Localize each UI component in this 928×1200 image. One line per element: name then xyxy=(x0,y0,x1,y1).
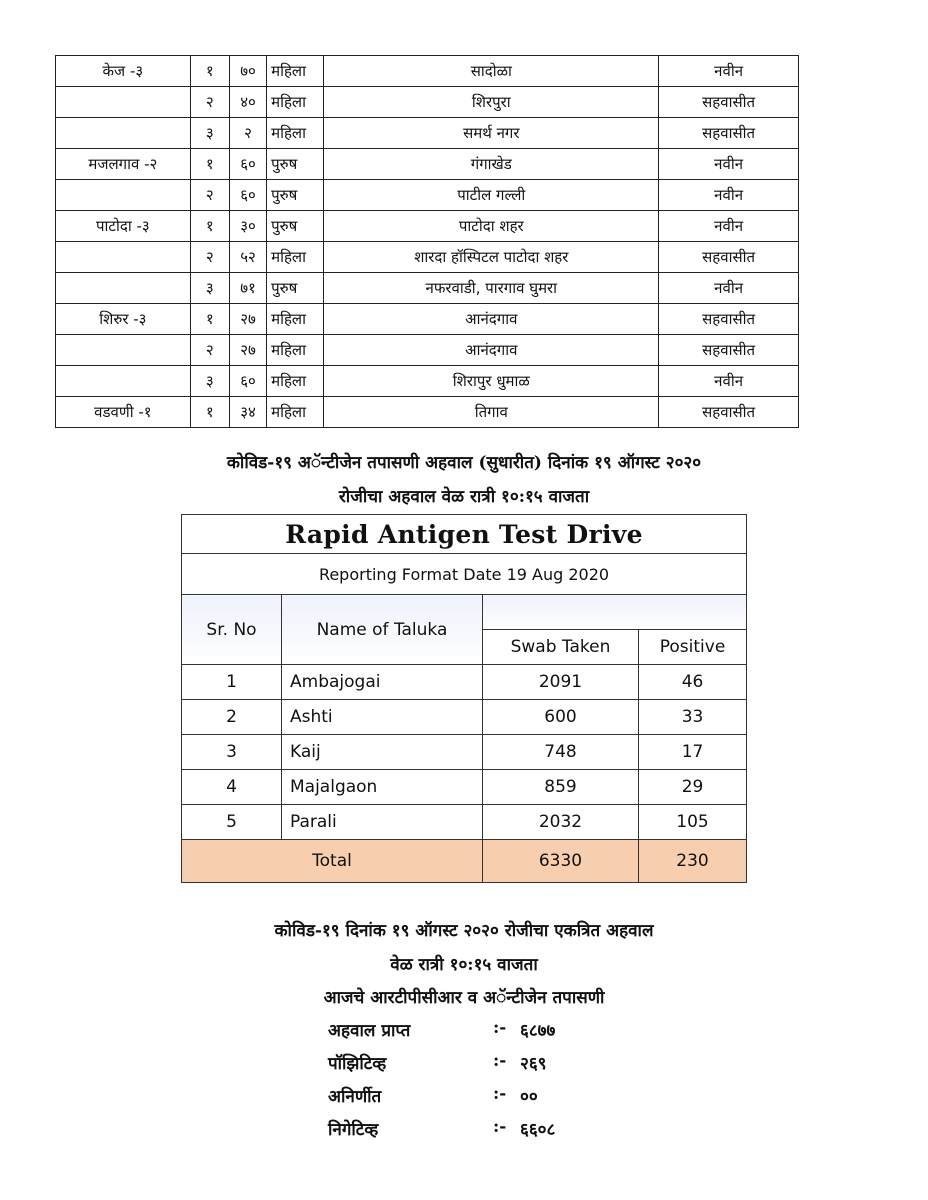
patient-sex: पुरुष xyxy=(267,180,324,211)
rapid-taluka: Ashti xyxy=(282,700,483,735)
summary-value: ६८७७ xyxy=(520,1021,556,1041)
rapid-table-subtitle: Reporting Format Date 19 Aug 2020 xyxy=(182,554,747,595)
patient-type: सहवासीत xyxy=(659,118,799,149)
summary-separator: :- xyxy=(493,1084,507,1104)
patient-place: नफरवाडी, पारगाव घुमरा xyxy=(324,273,659,304)
patient-place: पाटोदा शहर xyxy=(324,211,659,242)
rapid-positive: 46 xyxy=(639,665,747,700)
patient-row xyxy=(56,180,799,211)
patient-age: २७ xyxy=(229,304,266,335)
rapid-positive: 33 xyxy=(639,700,747,735)
patient-age: ४० xyxy=(229,87,266,118)
rapid-taluka: Ambajogai xyxy=(282,665,483,700)
patient-place: गंगाखेड xyxy=(324,149,659,180)
summary-heading-line1: कोविड-१९ दिनांक १९ ऑगस्ट २०२० रोजीचा एकत्रित अहवाल xyxy=(274,921,654,941)
rapid-table-title: Rapid Antigen Test Drive xyxy=(182,515,747,554)
total-label: Total xyxy=(182,840,483,883)
patient-sex: महिला xyxy=(267,335,324,366)
header-sr-no: Sr. No xyxy=(182,595,282,665)
patient-type: नवीन xyxy=(659,211,799,242)
header-blank-group xyxy=(483,595,747,630)
total-row xyxy=(182,840,747,883)
patient-age: २७ xyxy=(229,335,266,366)
patient-age: ७० xyxy=(229,56,266,87)
patient-place: शारदा हॉस्पिटल पाटोदा शहर xyxy=(324,242,659,273)
rapid-row xyxy=(182,805,747,840)
patient-place: सादोळा xyxy=(324,56,659,87)
patient-table xyxy=(55,55,799,428)
patient-taluka: मजलगाव -२ xyxy=(56,149,191,180)
patient-row xyxy=(56,397,799,428)
patient-type: नवीन xyxy=(659,149,799,180)
rapid-swab: 748 xyxy=(483,735,639,770)
patient-serial: ३ xyxy=(190,273,229,304)
summary-heading-line3: आजचे आरटीपीसीआर व अॅन्टीजेन तपासणी xyxy=(323,988,605,1008)
patient-type: नवीन xyxy=(659,180,799,211)
patient-sex: महिला xyxy=(267,118,324,149)
patient-taluka xyxy=(56,242,191,273)
rapid-table-body xyxy=(182,665,747,840)
patient-place: शिरपुरा xyxy=(324,87,659,118)
patient-type: नवीन xyxy=(659,366,799,397)
summary-separator: :- xyxy=(493,1051,507,1071)
patient-serial: १ xyxy=(190,304,229,335)
patient-row xyxy=(56,56,799,87)
patient-row xyxy=(56,366,799,397)
patient-row xyxy=(56,87,799,118)
summary-value: ०० xyxy=(520,1087,538,1107)
antigen-heading-line1: कोविड-१९ अॅन्टीजेन तपासणी अहवाल (सुधारीत) दिनांक १९ ऑगस्ट २०२० xyxy=(226,453,702,473)
patient-place: पाटील गल्ली xyxy=(324,180,659,211)
patient-row xyxy=(56,149,799,180)
rapid-row xyxy=(182,770,747,805)
patient-age: २ xyxy=(229,118,266,149)
patient-row xyxy=(56,242,799,273)
rapid-sr-no: 4 xyxy=(182,770,282,805)
patient-serial: १ xyxy=(190,149,229,180)
patient-type: सहवासीत xyxy=(659,87,799,118)
header-swab-taken: Swab Taken xyxy=(483,630,639,665)
patient-taluka xyxy=(56,273,191,304)
patient-sex: पुरुष xyxy=(267,149,324,180)
patient-age: ३० xyxy=(229,211,266,242)
patient-taluka xyxy=(56,87,191,118)
rapid-swab: 600 xyxy=(483,700,639,735)
patient-place: आनंदगाव xyxy=(324,335,659,366)
patient-serial: २ xyxy=(190,180,229,211)
patient-age: ६० xyxy=(229,149,266,180)
rapid-taluka: Kaij xyxy=(282,735,483,770)
patient-row xyxy=(56,335,799,366)
patient-serial: २ xyxy=(190,335,229,366)
rapid-sr-no: 2 xyxy=(182,700,282,735)
rapid-sr-no: 1 xyxy=(182,665,282,700)
patient-serial: २ xyxy=(190,242,229,273)
patient-type: सहवासीत xyxy=(659,242,799,273)
rapid-row xyxy=(182,700,747,735)
patient-sex: पुरुष xyxy=(267,211,324,242)
total-swab: 6330 xyxy=(483,840,639,883)
patient-age: ३४ xyxy=(229,397,266,428)
patient-age: ६० xyxy=(229,180,266,211)
summary-label: निगेटिव्ह xyxy=(328,1120,379,1140)
rapid-antigen-table xyxy=(181,514,747,883)
rapid-sr-no: 3 xyxy=(182,735,282,770)
patient-age: ७१ xyxy=(229,273,266,304)
patient-sex: महिला xyxy=(267,242,324,273)
total-positive: 230 xyxy=(639,840,747,883)
summary-separator: :- xyxy=(493,1018,507,1038)
patient-taluka xyxy=(56,335,191,366)
summary-label: अहवाल प्राप्त xyxy=(328,1021,411,1041)
patient-sex: महिला xyxy=(267,87,324,118)
patient-serial: १ xyxy=(190,397,229,428)
summary-heading-line2: वेळ रात्री १०:१५ वाजता xyxy=(390,955,538,975)
patient-row xyxy=(56,304,799,335)
header-taluka-name: Name of Taluka xyxy=(282,595,483,665)
patient-age: ५२ xyxy=(229,242,266,273)
patient-serial: ३ xyxy=(190,118,229,149)
patient-taluka xyxy=(56,366,191,397)
rapid-row xyxy=(182,665,747,700)
patient-sex: महिला xyxy=(267,56,324,87)
rapid-sr-no: 5 xyxy=(182,805,282,840)
patient-sex: महिला xyxy=(267,397,324,428)
patient-serial: ३ xyxy=(190,366,229,397)
patient-table-body xyxy=(56,56,799,428)
patient-sex: महिला xyxy=(267,304,324,335)
patient-row xyxy=(56,273,799,304)
rapid-taluka: Majalgaon xyxy=(282,770,483,805)
rapid-positive: 17 xyxy=(639,735,747,770)
patient-row xyxy=(56,211,799,242)
patient-taluka: शिरुर -३ xyxy=(56,304,191,335)
patient-place: समर्थ नगर xyxy=(324,118,659,149)
patient-place: शिरापुर धुमाळ xyxy=(324,366,659,397)
patient-taluka xyxy=(56,180,191,211)
patient-sex: पुरुष xyxy=(267,273,324,304)
patient-serial: १ xyxy=(190,56,229,87)
patient-type: नवीन xyxy=(659,56,799,87)
rapid-swab: 2091 xyxy=(483,665,639,700)
patient-sex: महिला xyxy=(267,366,324,397)
rapid-swab: 859 xyxy=(483,770,639,805)
patient-place: आनंदगाव xyxy=(324,304,659,335)
patient-serial: २ xyxy=(190,87,229,118)
rapid-positive: 105 xyxy=(639,805,747,840)
summary-label: पॉझिटिव्ह xyxy=(328,1054,387,1074)
summary-value: २६९ xyxy=(520,1054,547,1074)
patient-type: सहवासीत xyxy=(659,397,799,428)
header-positive: Positive xyxy=(639,630,747,665)
patient-place: तिगाव xyxy=(324,397,659,428)
summary-separator: :- xyxy=(493,1117,507,1137)
patient-taluka: पाटोदा -३ xyxy=(56,211,191,242)
summary-value: ६६०८ xyxy=(520,1120,556,1140)
summary-label: अनिर्णीत xyxy=(328,1087,382,1107)
patient-taluka xyxy=(56,118,191,149)
patient-type: सहवासीत xyxy=(659,304,799,335)
rapid-taluka: Parali xyxy=(282,805,483,840)
patient-age: ६० xyxy=(229,366,266,397)
rapid-positive: 29 xyxy=(639,770,747,805)
patient-type: सहवासीत xyxy=(659,335,799,366)
patient-taluka: केज -३ xyxy=(56,56,191,87)
patient-row xyxy=(56,118,799,149)
patient-type: नवीन xyxy=(659,273,799,304)
rapid-row xyxy=(182,735,747,770)
patient-taluka: वडवणी -१ xyxy=(56,397,191,428)
rapid-swab: 2032 xyxy=(483,805,639,840)
antigen-heading-line2: रोजीचा अहवाल वेळ रात्री १०:१५ वाजता xyxy=(338,487,590,507)
patient-serial: १ xyxy=(190,211,229,242)
